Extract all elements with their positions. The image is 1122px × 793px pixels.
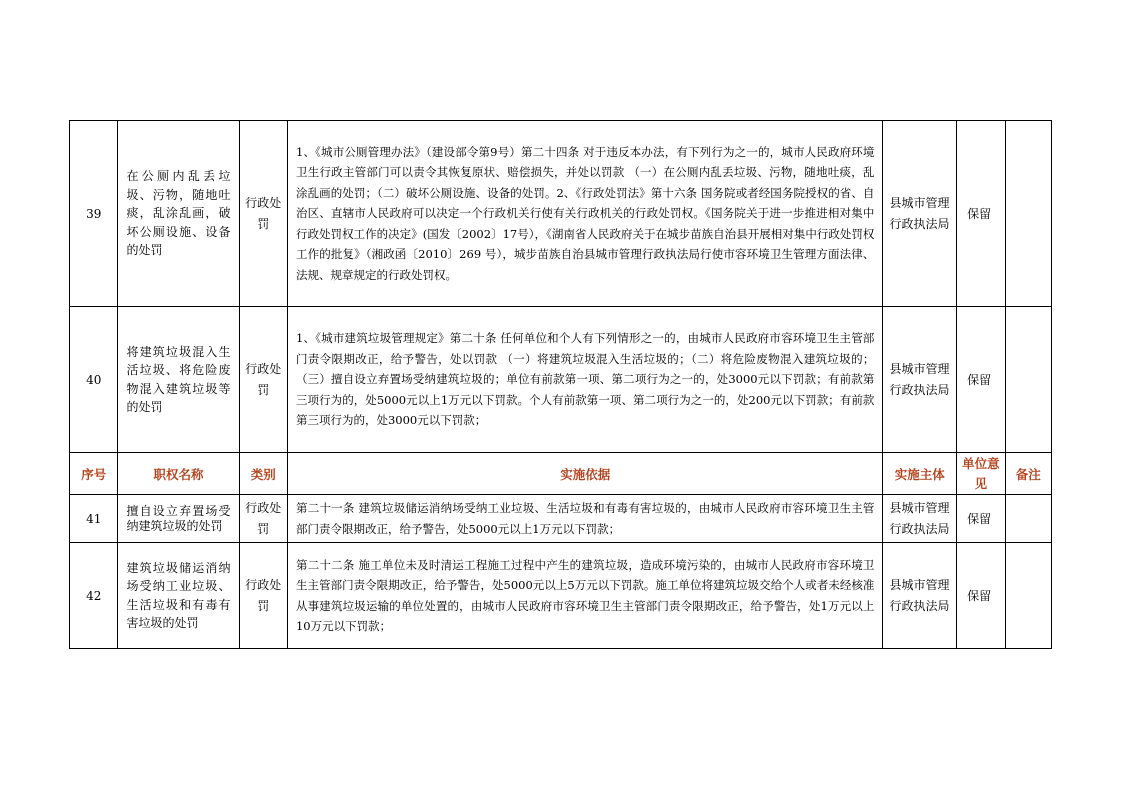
header-category: 类别 — [239, 453, 287, 495]
unit-opinion: 保留 — [957, 121, 1005, 307]
power-name: 建筑垃圾储运消纳场受纳工业垃圾、生活垃圾和有毒有害垃圾的处罚 — [118, 543, 239, 649]
unit-opinion: 保留 — [957, 543, 1005, 649]
unit-opinion: 保留 — [957, 495, 1005, 543]
power-name: 在公厕内乱丢垃圾、污物，随地吐痰，乱涂乱画，破坏公厕设施、设备的处罚 — [118, 121, 239, 307]
row-number: 40 — [70, 307, 118, 453]
table-row — [70, 543, 1052, 649]
power-name: 将建筑垃圾混入生活垃圾、将危险废物混入建筑垃圾等的处罚 — [118, 307, 239, 453]
implementing-body: 县城市管理行政执法局 — [883, 543, 957, 649]
remarks — [1005, 495, 1051, 543]
table-row — [70, 121, 1052, 307]
header-opinion: 单位意见 — [957, 453, 1005, 495]
legal-basis: 第二十一条 建筑垃圾储运消纳场受纳工业垃圾、生活垃圾和有毒有害垃圾的，由城市人民政府市容环境卫生主管部门责令限期改正，给予警告，处5000元以上1万元以下罚款； — [287, 495, 882, 543]
table-header-row — [70, 453, 1052, 495]
remarks — [1005, 307, 1051, 453]
table-row — [70, 495, 1052, 543]
remarks — [1005, 121, 1051, 307]
legal-basis: 1、《城市公厕管理办法》（建设部令第9号）第二十四条 对于违反本办法，有下列行为之一的，城市人民政府环境卫生行政主管部门可以责令其恢复原状、赔偿损失，并处以罚款 （一）在公厕内乱丢垃圾、污物，随地吐痰，乱涂乱画的处罚；（二）破坏公厕设施、设备的处罚。2、《行政处罚法》第十六条 国务院或者经国务院授权的省、自治区、直辖市人民政府可以决定一个行政机关行使有关行政机关的行政处罚权。《国务院关于进一步推进相对集中行政处罚权工作的决定》(国发〔2002〕17号），《湖南省人民政府关于在城步苗族自治县开展相对集中行政处罚权工作的批复》（湘政函〔2010〕269 号），城步苗族自治县城市管理行政执法局行使市容环境卫生管理方面法律、法规、规章规定的行政处罚权。 — [287, 121, 882, 307]
row-number: 42 — [70, 543, 118, 649]
category: 行政处罚 — [239, 121, 287, 307]
implementing-body: 县城市管理行政执法局 — [883, 307, 957, 453]
header-basis: 实施依据 — [287, 453, 882, 495]
category: 行政处罚 — [239, 307, 287, 453]
category: 行政处罚 — [239, 495, 287, 543]
header-no: 序号 — [70, 453, 118, 495]
table-row — [70, 307, 1052, 453]
header-note: 备注 — [1005, 453, 1051, 495]
implementing-body: 县城市管理行政执法局 — [883, 495, 957, 543]
power-name: 擅自设立弃置场受纳建筑垃圾的处罚 — [118, 495, 239, 543]
header-name: 职权名称 — [118, 453, 239, 495]
powers-table — [69, 120, 1052, 649]
remarks — [1005, 543, 1051, 649]
row-number: 39 — [70, 121, 118, 307]
category: 行政处罚 — [239, 543, 287, 649]
implementing-body: 县城市管理行政执法局 — [883, 121, 957, 307]
legal-basis: 第二十二条 施工单位未及时清运工程施工过程中产生的建筑垃圾，造成环境污染的，由城市人民政府市容环境卫生主管部门责令限期改正，给予警告，处5000元以上5万元以下罚款。施工单位将建筑垃圾交给个人或者未经核准从事建筑垃圾运输的单位处置的，由城市人民政府市容环境卫生主管部门责令限期改正，给予警告，处1万元以上10万元以下罚款； — [287, 543, 882, 649]
header-body: 实施主体 — [883, 453, 957, 495]
legal-basis: 1、《城市建筑垃圾管理规定》第二十条 任何单位和个人有下列情形之一的，由城市人民政府市容环境卫生主管部门责令限期改正，给予警告，处以罚款 （一）将建筑垃圾混入生活垃圾的；（二）将危险废物混入建筑垃圾的；（三）擅自设立弃置场受纳建筑垃圾的；单位有前款第一项、第二项行为之一的，处3000元以下罚款；有前款第三项行为的，处5000元以上1万元以下罚款。个人有前款第一项、第二项行为之一的，处200元以下罚款；有前款第三项行为的，处3000元以下罚款； — [287, 307, 882, 453]
unit-opinion: 保留 — [957, 307, 1005, 453]
row-number: 41 — [70, 495, 118, 543]
